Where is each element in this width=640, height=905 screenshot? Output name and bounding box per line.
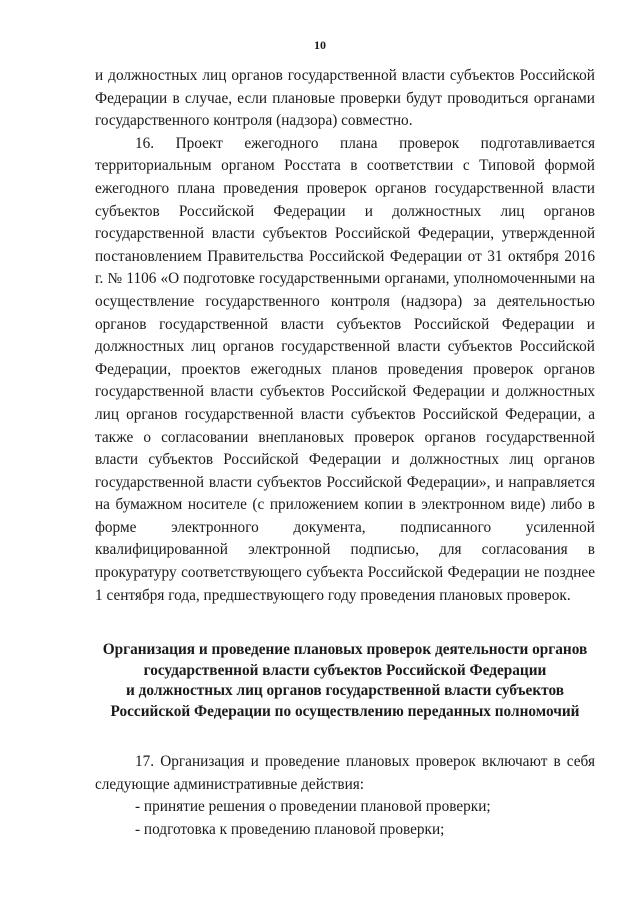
section-heading [95,640,595,722]
paragraph-16: 16. Проект ежегодного плана проверок подготавливается территориальным органом Росстата в соответствии с Типовой формой ежегодного плана проведения проверок органов государственной власти субъектов Российской Федерации и должностных лиц органов государственной власти субъектов Российской Федерации, утвержденной постановлением Правительства Российской Федерации от 31 октября 2016 г. № 1106 «О подготовке государственными органами, уполномоченными на осуществление государственного контроля (надзора) за деятельностью органов государственной власти субъектов Российской Федерации и должностных лиц органов государственной власти субъектов Российской Федерации, проектов ежегодных планов проведения проверок органов государственной власти субъектов Российской Федерации и должностных лиц органов государственной власти субъектов Российской Федерации, а также о согласовании внеплановых проверок органов государственной власти субъектов Российской Федерации и должностных лиц органов государственной власти субъектов Российской Федерации», и направляется на бумажном носителе (с приложением копии в электронном виде) либо в форме электронного документа, подписанного усиленной квалифицированной электронной подписью, для согласования в прокуратуру соответствующего субъекта Российской Федерации не позднее 1 сентября года, предшествующего году проведения плановых проверок. [95,134,595,604]
section-heading-line: государственной власти субъектов Российской Федерации [143,661,547,679]
document-body [95,65,595,842]
paragraph-17: 17. Организация и проведение плановых проверок включают в себя следующие административные действия: [95,753,595,793]
section-heading-line: Организация и проведение плановых проверок деятельности органов [102,641,588,659]
paragraph-continued: и должностных лиц органов государственной власти субъектов Российской Федерации в случае, если плановые проверки будут проводиться органами государственного контроля (надзора) совместно. [95,67,595,130]
section-heading-line: и должностных лиц органов государственной власти субъектов [126,682,564,700]
list-item: - принятие решения о проведении плановой проверки; [135,798,491,816]
page-number: 10 [314,38,326,52]
section-heading-line: Российской Федерации по осуществлению переданных полномочий [110,702,580,720]
list-item: - подготовка к проведению плановой проверки; [135,821,445,839]
